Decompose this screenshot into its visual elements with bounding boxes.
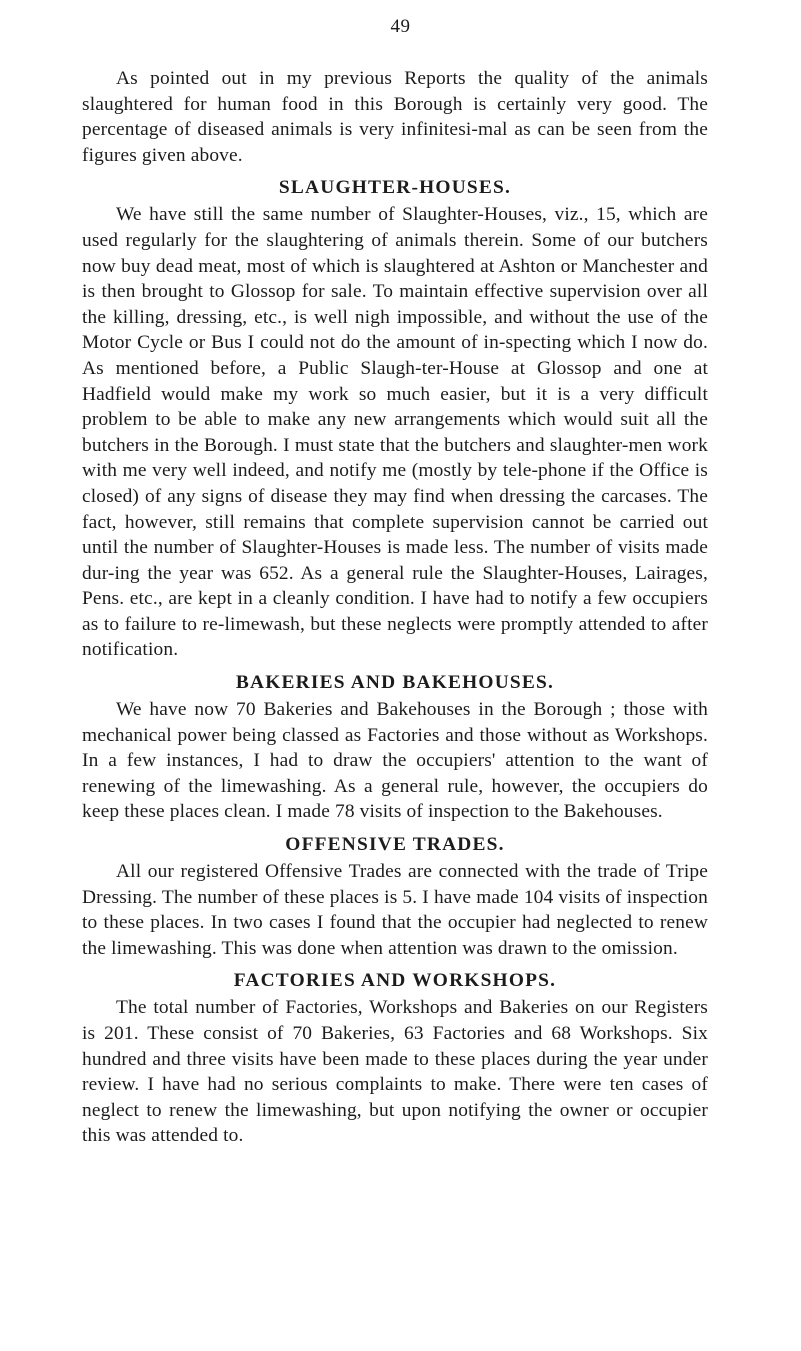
section-body: The total number of Factories, Workshops and Bakeries on our Registers is 201. These consist of 70 Bakeries, 63 Factories and 68 Workshops. Six hundred and three visits have been made to these places during the year under review. I have had no serious complaints to make. There were ten cases of neglect to renew the limewashing, but upon notifying the owner or occupier this was attended to. — [82, 997, 708, 1147]
intro-paragraph: As pointed out in my previous Reports the quality of the animals slaughtered for human food in this Borough is certainly very good. The percentage of diseased animals is very infinitesi-mal as can be seen from the figures given above. — [82, 68, 708, 166]
page-number: 49 — [390, 16, 411, 37]
section-heading: BAKERIES AND BAKEHOUSES. — [235, 672, 555, 694]
section-body: We have now 70 Bakeries and Bakehouses in the Borough ; those with mechanical power being classed as Factories and those without as Workshops. In a few instances, I had to draw the occupiers' attention to the want of renewing of the limewashing. As a general rule, however, the occupiers do keep these places clean. I made 78 visits of inspection to the Bakehouses. — [82, 699, 708, 823]
section-heading: SLAUGHTER-HOUSES. — [278, 177, 512, 199]
section-bakeries-and-bakehouses — [82, 670, 708, 825]
section-body: We have still the same number of Slaughter-Houses, viz., 15, which are used regularly for the slaughtering of animals therein. Some of our butchers now buy dead meat, most of which is slaughtered at Ashton or Manchester and is then brought to Glossop for sale. To maintain effective supervision over all the killing, dressing, etc., is well nigh impossible, and without the use of the Motor Cycle or Bus I could not do the amount of in-specting which I now do. As mentioned before, a Public Slaugh-ter-House at Glossop and one at Hadfield would make my work so much easier, but it is a very difficult problem to be able to make any new arrangements which would suit all the butchers in the Borough. I must state that the butchers and slaughter-men work with me very well indeed, and notify me (mostly by tele-phone if the Office is closed) of any signs of disease they may find when dressing the carcases. The fact, however, still remains that complete supervision cannot be carried out until the number of Slaughter-Houses is made less. The number of visits made dur-ing the year was 652. As a general rule the Slaughter-Houses, Lairages, Pens. etc., are kept in a cleanly condition. I have had to notify a few occupiers as to failure to re-limewash, but these neglects were promptly attended to after notification. — [82, 204, 708, 661]
section-body: All our registered Offensive Trades are connected with the trade of Tripe Dressing. The number of these places is 5. I have made 104 visits of inspection to these places. In two cases I found that the occupier had neglected to renew the limewashing. This was done when attention was drawn to the omission. — [82, 861, 708, 959]
section-factories-and-workshops — [82, 968, 708, 1149]
section-heading: OFFENSIVE TRADES. — [285, 834, 505, 856]
section-slaughter-houses — [82, 175, 708, 663]
section-offensive-trades — [82, 832, 708, 961]
document-body — [82, 66, 708, 1149]
section-heading: FACTORIES AND WORKSHOPS. — [233, 970, 557, 992]
